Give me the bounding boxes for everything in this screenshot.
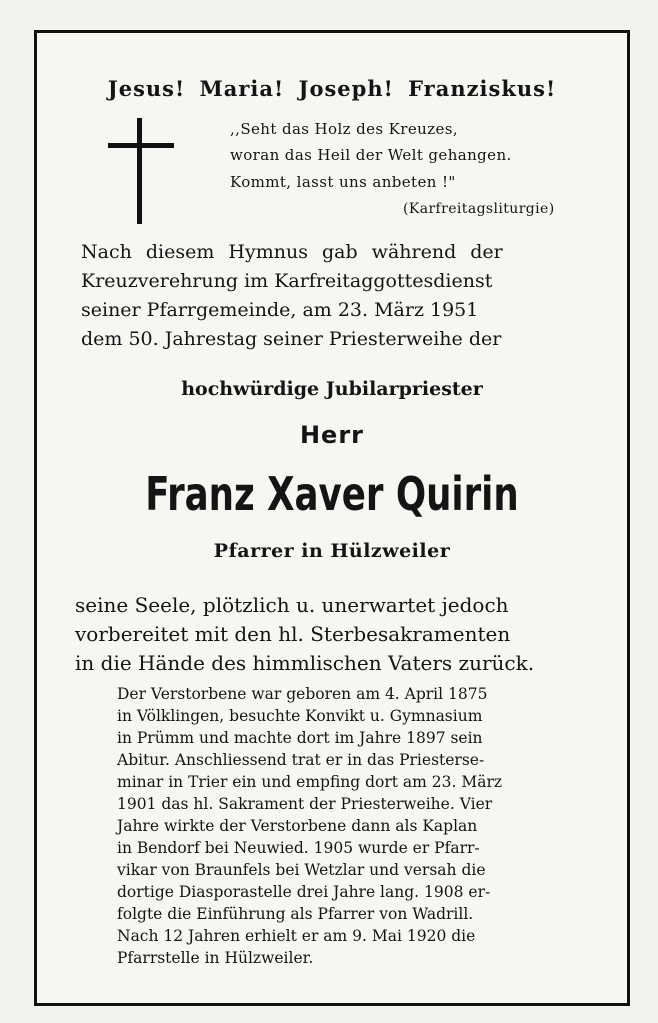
quote-source: (Karfreitagsliturgie) xyxy=(403,201,555,217)
invocation-heading: Jesus! Maria! Joseph! Franziskus! xyxy=(107,76,557,101)
cross-icon xyxy=(137,118,142,224)
intro-line: dem 50. Jahrestag seiner Priesterweihe der xyxy=(81,328,502,350)
biography-line: Der Verstorbene war geboren am 4. April 1875 xyxy=(117,685,488,703)
biography-line: Pfarrstelle in Hülzweiler. xyxy=(117,949,314,967)
closing-line: in die Hände des himmlischen Vaters zurück. xyxy=(75,651,535,675)
subtitle: hochwürdige Jubilarpriester xyxy=(181,378,483,400)
deceased-name: Franz Xaver Quirin xyxy=(145,467,519,521)
intro-line: Kreuzverehrung im Karfreitaggottesdienst xyxy=(81,270,493,292)
biography-line: dortige Diasporastelle drei Jahre lang. 1908 er- xyxy=(117,883,491,901)
biography-line: minar in Trier ein und empfing dort am 23. März xyxy=(117,773,503,791)
office-title: Pfarrer in Hülzweiler xyxy=(213,540,451,562)
biography-line: folgte die Einführung als Pfarrer von Wadrill. xyxy=(117,905,474,923)
biography-line: 1901 das hl. Sakrament der Priesterweihe. Vier xyxy=(117,795,493,813)
biography-line: Jahre wirkte der Verstorbene dann als Kaplan xyxy=(117,817,478,835)
quote-line: Kommt, lasst uns anbeten !" xyxy=(230,173,456,191)
biography-line: Abitur. Anschliessend trat er in das Priesterse- xyxy=(117,751,485,769)
biography-line: in Prümm und machte dort im Jahre 1897 sein xyxy=(117,729,483,747)
biography-line: Nach 12 Jahren erhielt er am 9. Mai 1920 die xyxy=(117,927,476,945)
biography-line: in Völklingen, besuchte Konvikt u. Gymnasium xyxy=(117,707,483,725)
closing-line: seine Seele, plötzlich u. unerwartet jedoch xyxy=(75,593,509,617)
intro-line: Nach diesem Hymnus gab während der xyxy=(81,241,503,263)
quote-line: ,,Seht das Holz des Kreuzes, xyxy=(230,120,459,138)
cross-icon-crossbar xyxy=(108,143,174,148)
memorial-card xyxy=(34,30,630,1006)
intro-line: seiner Pfarrgemeinde, am 23. März 1951 xyxy=(81,299,479,321)
biography-line: in Bendorf bei Neuwied. 1905 wurde er Pfarr- xyxy=(117,839,480,857)
honorific: Herr xyxy=(299,421,365,449)
biography-line: vikar von Braunfels bei Wetzlar und versah die xyxy=(117,861,486,879)
closing-line: vorbereitet mit den hl. Sterbesakramenten xyxy=(75,622,511,646)
quote-line: woran das Heil der Welt gehangen. xyxy=(230,146,512,164)
